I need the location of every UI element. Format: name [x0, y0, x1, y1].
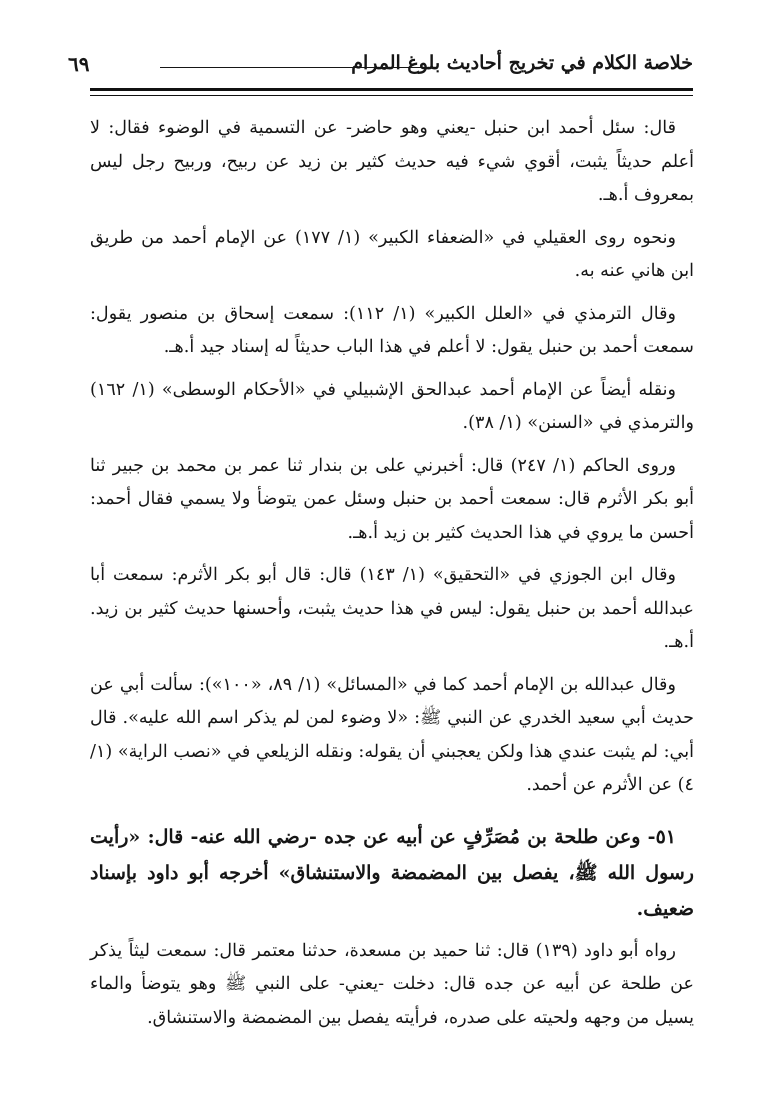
paragraph: قال: سئل أحمد ابن حنبل -يعني وهو حاضر- عن التسمية في الوضوء فقال: لا أعلم حديثاً يثبت، أقوي شيء فيه حديث كثير بن زيد عن ربيح، وربيح رجل ليس بمعروف أ.هـ. — [90, 118, 694, 205]
page-body — [90, 112, 694, 1044]
closing-paragraph: رواه أبو داود (١٣٩) قال: ثنا حميد بن مسعدة، حدثنا معتمر قال: سمعت ليثاً يذكر عن طلحة عن أبيه عن جده قال: دخلت -يعني- على النبي ﷺ وهو يتوضأ والماء يسيل من وجهه ولحيته على صدره، فرأيته يفصل بين المضمضة والاستنشاق. — [90, 940, 694, 1028]
paragraph: وقال عبدالله بن الإمام أحمد كما في «المسائل» (١/ ٨٩، «١٠٠»): سألت أبي عن حديث أبي سعيد الخدري عن النبي ﷺ: «لا وضوء لمن لم يذكر اسم الله عليه». قال أبي: لم يثبت عندي هذا ولكن يعجبني أن يقوله: ونقله الزيلعي في «نصب الراية» (١/ ٤) عن الأثرم عن أحمد. — [90, 674, 694, 795]
header-divider-thin — [90, 95, 693, 96]
paragraph: وروى الحاكم (١/ ٢٤٧) قال: أخبرني على بن بندار ثنا عمر بن محمد بن جبير ثنا أبو بكر الأثرم قال: سمعت أحمد بن حنبل وسئل عمن يتوضأ ولا يسمي فقال أحمد: أحسن ما يروي في هذا الحديث كثير بن زيد أ.هـ. — [90, 455, 694, 543]
hadith-text: ٥١- وعن طلحة بن مُصَرِّفٍ عن أبيه عن جده -رضي الله عنه- قال: «رأيت رسول الله ﷺ، يفصل بين المضمضة والاستنشاق» أخرجه أبو داود بإسناد ضعيف. — [90, 825, 694, 920]
paragraph: وقال ابن الجوزي في «التحقيق» (١/ ١٤٣) قال: قال أبو بكر الأثرم: سمعت أبا عبدالله أحمد بن حنبل يقول: ليس في هذا حديث يثبت، وأحسنها حديث كثير بن زيد. أ.هـ. — [90, 565, 694, 652]
header-divider-thick — [90, 88, 693, 91]
paragraph: ونحوه روى العقيلي في «الضعفاء الكبير» (١/ ١٧٧) عن الإمام أحمد من طريق ابن هاني عنه به. — [90, 227, 694, 281]
header-rule — [160, 67, 425, 68]
page-number: ٦٩ — [68, 52, 90, 76]
book-title: خلاصة الكلام في تخريج أحاديث بلوغ المرام — [351, 52, 693, 74]
paragraph: ونقله أيضاً عن الإمام أحمد عبدالحق الإشبيلي في «الأحكام الوسطى» (١/ ١٦٢) والترمذي في «السنن» (١/ ٣٨). — [90, 379, 694, 433]
running-header — [68, 50, 693, 80]
paragraph: وقال الترمذي في «العلل الكبير» (١/ ١١٢): سمعت إسحاق بن منصور يقول: سمعت أحمد بن حنبل يقول: لا أعلم في هذا الباب حديثاً له إسناد جيد أ.هـ. — [90, 303, 694, 357]
